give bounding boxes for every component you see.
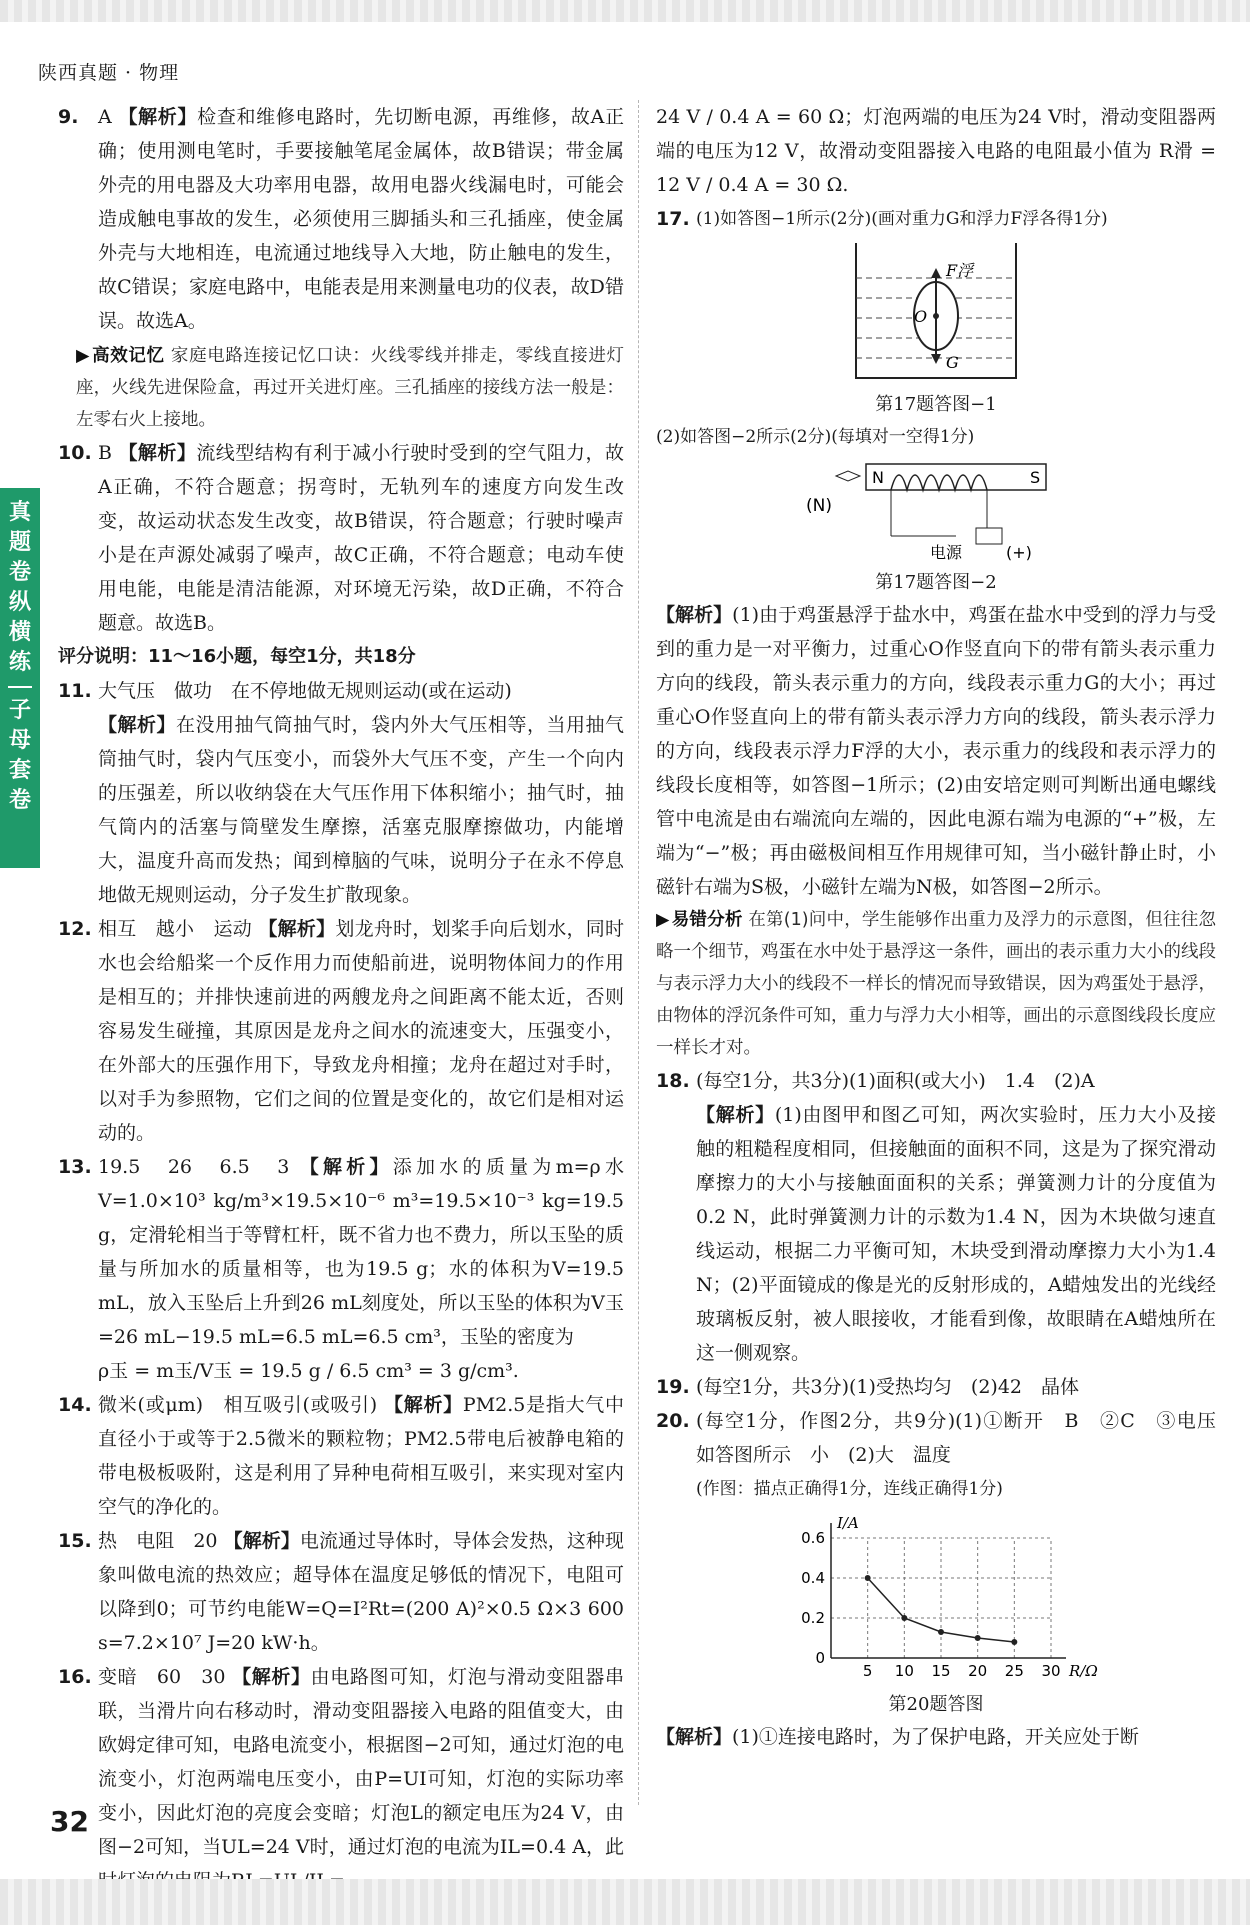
question-number: 10. [58, 442, 92, 464]
question-body [98, 1150, 624, 1388]
analysis-tag: 【解析】 [383, 1394, 463, 1416]
question-body [98, 674, 624, 912]
analysis-text: PM2.5是指大气中直径小于或等于2.5微米的颗粒物；PM2.5带电后被静电箱的带电极板吸附，这是利用了异种电荷相互吸引，来实现对室内空气的净化的。 [98, 1394, 624, 1518]
question-17 [656, 202, 1216, 236]
question-10 [58, 436, 624, 640]
analysis-text: ；灯泡两端的电压为24 V时，滑动变阻器两端的电压为12 V，故滑动变阻器接入电路的电阻最小值为 [656, 106, 1216, 162]
x-tick-label: 5 [862, 1662, 873, 1680]
figure-17-2-caption: 第17题答图−2 [875, 572, 997, 593]
question-number: 18. [656, 1070, 690, 1092]
question-number: 11. [58, 680, 92, 702]
data-point [1011, 1639, 1017, 1645]
question-20 [656, 1404, 1236, 1506]
analysis-text: (1)由于鸡蛋悬浮于盐水中，鸡蛋在盐水中受到的浮力与受到的重力是一对平衡力，过重心O作竖直向下的带有箭头表示重力方向的线段，箭头表示重力的方向，线段表示重力G的大小；再过重心O作竖直向上的带有箭头表示浮力方向的线段，箭头表示浮力的方向，线段表示浮力F浮的大小，表示重力的线段和表示浮力的线段长度相等，如答图−1所示；(2)由安培定则可判断出通电螺线管中电流是由右端流向左端的，因此电源右端为电源的“+”极，左端为“−”极；再由磁极间相互作用规律可知，当小磁针静止时，小磁针右端为S极，小磁针左端为N极，如答图−2所示。 [656, 604, 1216, 898]
column-divider [638, 100, 639, 1805]
density-formula: ρ玉 = m玉/V玉 = 19.5 g / 6.5 cm³ = 3 g/cm³. [98, 1360, 519, 1382]
analysis-text: 在没用抽气筒抽气时，袋内外大气压相等，当用抽气筒抽气时，袋内气压变小，而袋外大气压不变，产生一个向内的压强差，所以收纳袋在大气压作用下体积缩小；抽气时，抽气筒内的活塞与筒壁发生摩擦，活塞克服摩擦做功，内能增大，温度升高而发热；闻到樟脑的气味，说明分子在永不停息地做无规则运动，分子发生扩散现象。 [98, 714, 624, 906]
question-11 [58, 674, 624, 912]
side-tab-char: 纵 [8, 590, 31, 615]
question-20-analysis [656, 1720, 1216, 1754]
error-note [656, 904, 1216, 1064]
answer: B [98, 442, 112, 464]
figure-17-2 [656, 456, 1216, 566]
side-tab-char: 母 [8, 728, 31, 753]
plus-label: (+) [1006, 543, 1032, 562]
data-point [938, 1629, 944, 1635]
beaker-diagram [836, 238, 1036, 388]
question-number: 20. [656, 1410, 690, 1432]
error-note-text: 在第(1)问中，学生能够作出重力及浮力的示意图，但往往忽略一个细节，鸡蛋在水中处于悬浮这一条件，画出的表示重力大小的线段与表示浮力大小的线段不一样长的情况而导致错误，因为鸡蛋处于悬浮，由物体的浮沉条件可知，重力与浮力大小相等，画出的示意图线段长度应一样长才对。 [656, 910, 1216, 1058]
question-body [98, 1388, 624, 1524]
question-number: 16. [58, 1666, 92, 1688]
answer: 热 电阻 20 [98, 1530, 218, 1552]
data-point [865, 1575, 871, 1581]
analysis-tag: 【解析】 [656, 1726, 733, 1748]
analysis-tag: 【解析】 [223, 1530, 300, 1552]
side-tab-char: 子 [8, 698, 31, 723]
question-body [98, 1524, 624, 1660]
y-axis-label: I/A [837, 1514, 859, 1532]
y-tick-label: 0.2 [801, 1609, 825, 1627]
side-tab-char: 横 [8, 620, 31, 645]
answer: 相互 越小 运动 [98, 918, 253, 940]
memory-note-label: ▶ 高效记忆 [76, 346, 165, 366]
analysis-text: (1)由图甲和图乙可知，两次实验时，压力大小及接触的粗糙程度相同，但接触面的面积不同，这是为了探究滑动摩擦力的大小与接触面面积的关系；弹簧测力计的分度值为0.2 N，此时弹簧测力计的示数为1.4 N，因为木块做匀速直线运动，根据二力平衡可知，木块受到滑动摩擦力大小为1.4 N；(2)平面镜成的像是光的反射形成的，A蜡烛发出的光线经玻璃板反射，被人眼接收，才能看到像，故眼睛在A蜡烛所在这一侧观察。 [696, 1104, 1216, 1364]
memory-note-text: 家庭电路连接记忆口诀：火线零线并排走，零线直接进灯座，火线先进保险盒，再过开关进灯座。三孔插座的接线方法一般是：左零右火上接地。 [76, 346, 624, 430]
left-column [58, 100, 624, 1898]
data-point [975, 1635, 981, 1641]
question-body [98, 1660, 624, 1898]
figure-20 [656, 1508, 1216, 1688]
analysis-text: (1)①连接电路时，为了保护电路，开关应处于断 [732, 1726, 1139, 1748]
question-9 [58, 100, 624, 338]
question-body [98, 912, 624, 1150]
y-tick-label: 0.6 [801, 1529, 825, 1547]
compass-needle [836, 471, 860, 481]
question-body [98, 436, 624, 640]
side-tab-separator [8, 686, 32, 688]
solenoid-s-label: S [1030, 468, 1041, 487]
answer: 微米(或μm) 相互吸引(或吸引) [98, 1394, 378, 1416]
buoyancy-label: F浮 [946, 261, 974, 280]
figure-20-caption: 第20题答图 [888, 1694, 984, 1715]
right-column [656, 100, 1236, 1754]
answer: (每空1分，共3分)(1)面积(或大小) 1.4 (2)A [696, 1070, 1095, 1092]
question-16-continued [656, 100, 1216, 202]
x-axis-label: R/Ω [1069, 1662, 1098, 1680]
memory-note [58, 340, 624, 436]
answer: A [98, 106, 112, 128]
center-label: O [914, 307, 928, 326]
x-tick-label: 15 [931, 1662, 951, 1680]
side-tab-line2 [9, 696, 31, 816]
x-tick-label: 25 [1004, 1662, 1024, 1680]
question-13 [58, 1150, 624, 1388]
analysis-text: 流线型结构有利于减小行驶时受到的空气阻力，故A正确，不符合题意；拐弯时，无轨列车的速度方向发生改变，故运动状态发生改变，故B错误，符合题意；行驶时噪声小是在声源处减弱了噪声，故C正确，不符合题意；电动车使用电能，电能是清洁能源，对环境无污染，故D正确，不符合题意。故选B。 [98, 442, 624, 634]
question-19 [656, 1370, 1216, 1404]
analysis-tag: 【解析】 [118, 106, 198, 128]
question-number: 17. [656, 208, 690, 230]
question-17-analysis [656, 598, 1216, 904]
resistance-formula: 24 V / 0.4 A = 60 Ω [656, 106, 845, 128]
page-header: 陕西真题 · 物理 [38, 62, 180, 84]
power-label: 电源 [930, 543, 963, 562]
question-body [696, 1404, 1236, 1506]
side-tab-char: 套 [8, 758, 31, 783]
x-tick-label: 10 [894, 1662, 914, 1680]
question-body [696, 1064, 1216, 1370]
side-tab-char: 卷 [8, 788, 31, 813]
figure-17-1-caption: 第17题答图−1 [875, 394, 997, 415]
answer: (每空1分，作图2分，共9分)(1)①断开 B ②C ③电压 如答图所示 小 (2)大 温度 [696, 1410, 1236, 1466]
answer: 19.5 26 6.5 3 [98, 1156, 290, 1178]
buoyancy-arrowhead [931, 268, 941, 278]
question-number: 15. [58, 1530, 92, 1552]
question-number: 12. [58, 918, 92, 940]
analysis-text: 划龙舟时，划桨手向后划水，同时水也会给船桨一个反作用力而使船前进，说明物体间力的作用是相互的；并排快速前进的两艘龙舟之间距离不能太近，否则容易发生碰撞，其原因是龙舟之间水的流速变大，压强变小，在外部大的压强作用下，导致龙舟相撞；龙舟在超过对手时，以对手为参照物，它们之间的位置是变化的，故它们是相对运动的。 [98, 918, 624, 1144]
question-number: 9. [58, 106, 79, 128]
figure-17-1 [656, 238, 1216, 388]
answer: 变暗 60 30 [98, 1666, 226, 1688]
question-number: 13. [58, 1156, 92, 1178]
bottom-decoration-band [0, 1879, 1250, 1925]
scoring-detail: (作图：描点正确得1分，连线正确得1分) [696, 1479, 1003, 1499]
side-tab-char: 练 [8, 650, 31, 675]
analysis-text: 检查和维修电路时，先切断电源，再维修，故A正确；使用测电笔时，手要接触笔尾金属体，故B错误；带金属外壳的用电器及大功率用电器，故用电器火线漏电时，可能会造成触电事故的发生，必须使用三脚插头和三孔插座，使金属外壳与大地相连，电流通过地线导入大地，防止触电的发生，故C错误；家庭电路中，电能表是用来测量电功的仪表，故D错误。故选A。 [98, 106, 624, 332]
page-number: 32 [50, 1805, 89, 1838]
side-tab [0, 488, 40, 868]
question-body [98, 100, 624, 338]
analysis-text: 电流通过导体时，导体会发热，这种现象叫做电流的热效应；超导体在温度足够低的情况下，电阻可以降到0；可节约电能W=Q=I²Rt=(200 A)²×0.5 Ω×3 600 s=7.2×10⁷ J=20 kW·h。 [98, 1530, 624, 1654]
question-number: 14. [58, 1394, 92, 1416]
data-point [901, 1615, 907, 1621]
compass-label: (N) [806, 496, 832, 516]
analysis-tag: 【解析】 [696, 1104, 775, 1126]
gravity-arrowhead [931, 354, 941, 364]
analysis-tag: 【解析】 [258, 918, 336, 940]
rheostat-formula: R滑 = 12 V / 0.4 A = 30 Ω. [656, 140, 1216, 196]
analysis-tag: 【解析】 [98, 714, 176, 736]
current-resistance-chart [786, 1508, 1098, 1688]
analysis-text: 由电路图可知，灯泡与滑动变阻器串联，当滑片向右移动时，滑动变阻器接入电路的阻值变大，由欧姆定律可知，电路电流变小，根据图−2可知，通过灯泡的电流变小，灯泡两端电压变小，由P=UI可知，灯泡的实际功率变小，因此灯泡的亮度会变暗；灯泡L的额定电压为24 V，由图−2可知，当UL=24 V时，通过灯泡的电流为IL=0.4 A，此 [98, 1666, 624, 1858]
question-18 [656, 1064, 1216, 1370]
y-tick-label: 0 [815, 1649, 825, 1667]
side-tab-char: 题 [8, 530, 31, 555]
question-12 [58, 912, 624, 1150]
side-tab-char: 卷 [8, 560, 31, 585]
analysis-tag: 【解析】 [232, 1666, 311, 1688]
gravity-label: G [946, 353, 959, 372]
question-body [696, 202, 1216, 236]
side-tab-char: 真 [8, 500, 31, 525]
question-15 [58, 1524, 624, 1660]
power-source-box [976, 528, 1002, 544]
solenoid-diagram [806, 456, 1066, 566]
y-tick-label: 0.4 [801, 1569, 825, 1587]
top-decoration-band [0, 0, 1250, 22]
question-number: 19. [656, 1376, 690, 1398]
answer: 大气压 做功 在不停地做无规则运动(或在运动) [98, 680, 512, 702]
answer-part-2: (2)如答图−2所示(2分)(每填对一空得1分) [656, 427, 975, 447]
x-tick-label: 20 [968, 1662, 988, 1680]
side-tab-line1 [9, 498, 31, 678]
scoring-note: 评分说明：11～16小题，每空1分，共18分 [58, 646, 416, 667]
question-16 [58, 1660, 624, 1898]
analysis-tag: 【解析】 [656, 604, 733, 626]
solenoid-n-label: N [872, 468, 884, 487]
answer-part-1: (1)如答图−1所示(2分)(画对重力G和浮力F浮各得1分) [696, 209, 1108, 229]
analysis-text: 添加水的质量为m=ρ水V=1.0×10³ kg/m³×19.5×10⁻⁶ m³=19.5×10⁻³ kg=19.5 g，定滑轮相当于等臂杠杆，既不省力也不费力，所以玉坠的质量与所加水的质量相等，也为19.5 g；水的体积为V=19.5 mL，放入玉坠后上升到26 mL刻度处，所以玉坠的体积为V玉=26 mL−19.5 mL=6.5 mL=6.5 cm³，玉坠的密度为 [98, 1156, 624, 1348]
x-tick-label: 30 [1041, 1662, 1061, 1680]
analysis-tag: 【解析】 [299, 1156, 393, 1178]
answer: (每空1分，共3分)(1)受热均匀 (2)42 晶体 [696, 1376, 1080, 1398]
error-note-label: ▶ 易错分析 [656, 910, 743, 930]
analysis-tag: 【解析】 [118, 442, 197, 464]
question-14 [58, 1388, 624, 1524]
